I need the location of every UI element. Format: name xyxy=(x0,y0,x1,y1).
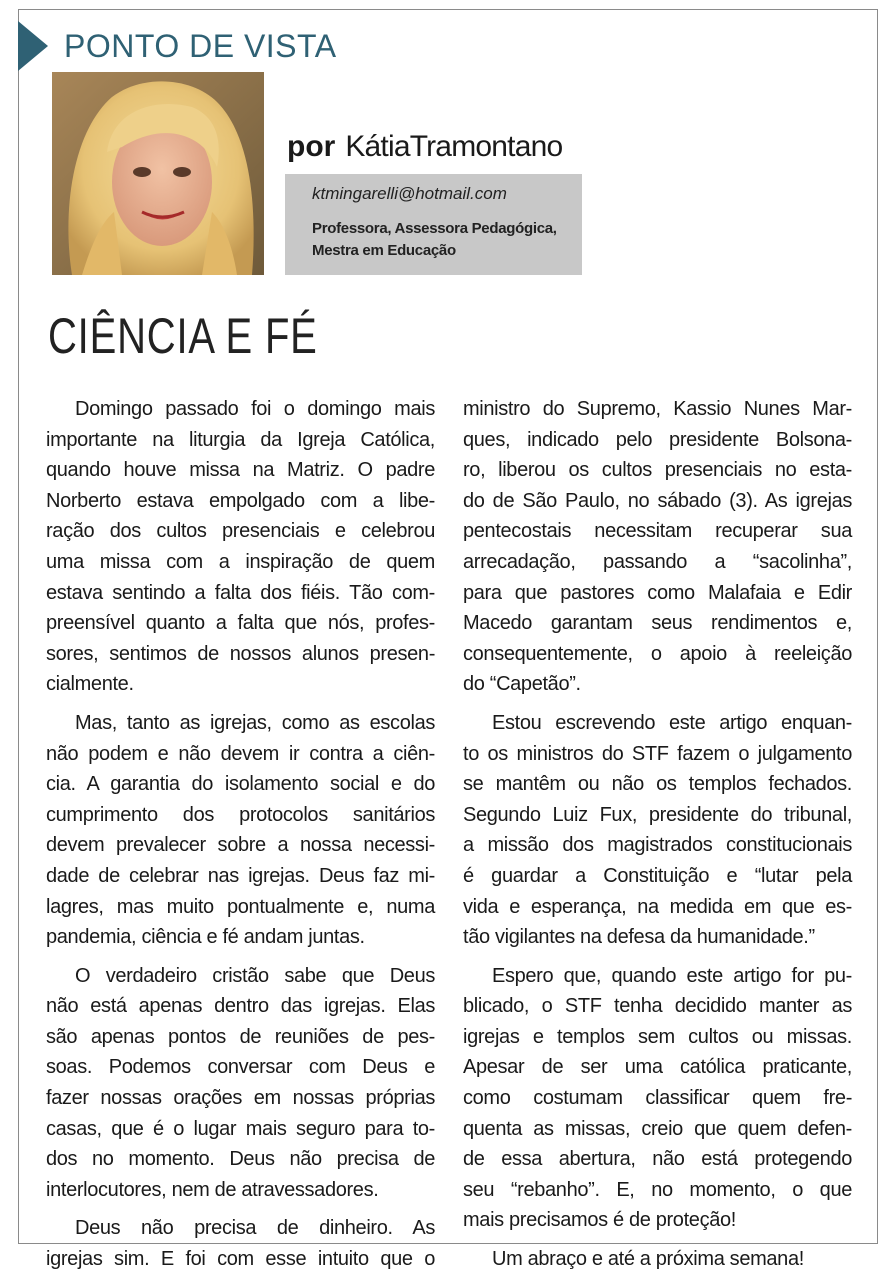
text-line: cia. A garantia do isolamento social e do xyxy=(46,773,435,796)
text-line: Norberto estava empolgado com a libe- xyxy=(46,489,435,512)
text-line: Um abraço e até a próxima semana! xyxy=(492,1248,804,1271)
author-photo xyxy=(52,72,264,275)
text-line: ministro do Supremo, Kassio Nunes Mar- xyxy=(463,398,852,420)
text-line: ro, liberou os cultos presenciais no esta- xyxy=(463,459,852,482)
text-line: igrejas sim. E foi com esse intuito que o xyxy=(46,1248,435,1271)
text-line: interlocutores, nem de atravessadores. xyxy=(46,1178,379,1201)
text-line: Apesar de ser uma católica praticante, xyxy=(463,1056,852,1079)
text-line: to os ministros do STF fazem o julgamento xyxy=(463,742,852,765)
text-line: casas, que é o lugar mais seguro para to- xyxy=(46,1117,435,1140)
text-line: uma missa com a inspiração de quem xyxy=(46,550,435,573)
paragraph-gap xyxy=(463,700,852,708)
article-column-2 xyxy=(463,394,852,1275)
article-title: CIÊNCIA E FÉ xyxy=(48,308,318,364)
text-line: importante na liturgia da Igreja Católica, xyxy=(46,428,435,451)
text-line: Macedo garantam seus rendimentos e, xyxy=(463,612,852,635)
author-byline xyxy=(287,128,562,166)
text-line: pentecostais necessitam recuperar sua xyxy=(463,520,852,543)
section-marker-icon xyxy=(18,21,48,71)
text-line: igrejas e templos sem cultos ou missas. xyxy=(463,1025,852,1048)
author-credentials: Professora, Assessora Pedagógica, Mestra em Educação xyxy=(312,220,557,259)
text-line: mais precisamos é de proteção! xyxy=(463,1209,736,1232)
text-line: dade de celebrar nas igrejas. Deus faz mi- xyxy=(46,864,435,887)
text-line: soas. Podemos conversar com Deus e xyxy=(46,1056,435,1079)
text-line: se mantêm ou não os templos fechados. xyxy=(463,773,852,796)
paragraph-gap xyxy=(46,700,435,708)
text-line: de essa abertura, não está protegendo xyxy=(463,1148,852,1171)
text-line: preensível quanto a falta que nós, profes- xyxy=(46,612,435,635)
text-line: a missão dos magistrados constitucionais xyxy=(463,834,852,857)
text-line: vida e esperança, na medida em que es- xyxy=(463,895,852,918)
author-email[interactable]: ktmingarelli@hotmail.com xyxy=(312,184,507,203)
text-line: Estou escrevendo este artigo enquan- xyxy=(492,711,852,734)
text-line: estava sentindo a falta dos fiéis. Tão com- xyxy=(46,581,435,604)
text-line: arrecadação, passando a “sacolinha”, xyxy=(463,550,852,573)
article-column-1 xyxy=(46,394,435,1275)
text-line: são apenas pontos de reuniões de pes- xyxy=(46,1025,435,1048)
text-line: cumprimento dos protocolos sanitários xyxy=(46,803,435,826)
text-line: ques, indicado pelo presidente Bolsona- xyxy=(463,428,852,451)
byline-prefix: por xyxy=(287,130,336,163)
text-line: fazer nossas orações em nossas próprias xyxy=(46,1087,435,1110)
text-line: quando houve missa na Matriz. O padre xyxy=(46,459,435,482)
text-line: dos no momento. Deus não precisa de xyxy=(46,1148,435,1171)
paragraph-gap xyxy=(463,953,852,961)
text-line: Deus não precisa de dinheiro. As xyxy=(75,1217,435,1240)
text-line: devem prevalecer sobre a nossa necessi- xyxy=(46,834,435,857)
text-line: consequentemente, o apoio à reeleição xyxy=(463,642,852,665)
text-line: como costumam classificar quem fre- xyxy=(463,1087,852,1110)
text-line: não está apenas dentro das igrejas. Elas xyxy=(46,995,435,1018)
text-line: pandemia, ciência e fé andam juntas. xyxy=(46,926,365,949)
text-line: Segundo Luiz Fux, presidente do tribunal, xyxy=(463,803,852,826)
author-name: KátiaTramontano xyxy=(345,130,563,163)
text-line: seu “rebanho”. E, no momento, o que xyxy=(463,1178,852,1201)
text-line: O verdadeiro cristão sabe que Deus xyxy=(75,964,435,987)
text-line: quenta as missas, creio que quem defen- xyxy=(463,1117,852,1140)
text-line: Domingo passado foi o domingo mais xyxy=(75,398,435,420)
paragraph-gap xyxy=(46,1205,435,1213)
text-line: não podem e não devem ir contra a ciên- xyxy=(46,742,435,765)
text-line: sores, sentimos de nossos alunos presen- xyxy=(46,642,435,665)
text-line: do de São Paulo, no sábado (3). As igrejas xyxy=(463,489,852,512)
text-line: lagres, mas muito pontualmente e, numa xyxy=(46,895,435,918)
text-line: ração dos cultos presenciais e celebrou xyxy=(46,520,435,543)
text-line: é guardar a Constituição e “lutar pela xyxy=(463,864,852,887)
text-line: cialmente. xyxy=(46,673,134,696)
text-line: blicado, o STF tenha decidido manter as xyxy=(463,995,852,1018)
paragraph-gap xyxy=(46,953,435,961)
text-line: Espero que, quando este artigo for pu- xyxy=(492,964,852,987)
section-title: PONTO DE VISTA xyxy=(64,28,337,64)
text-line: para que pastores como Malafaia e Edir xyxy=(463,581,852,604)
paragraph-gap xyxy=(463,1236,852,1244)
text-line: do “Capetão”. xyxy=(463,673,581,696)
text-line: tão vigilantes na defesa da humanidade.” xyxy=(463,926,815,949)
text-line: Mas, tanto as igrejas, como as escolas xyxy=(75,711,435,734)
